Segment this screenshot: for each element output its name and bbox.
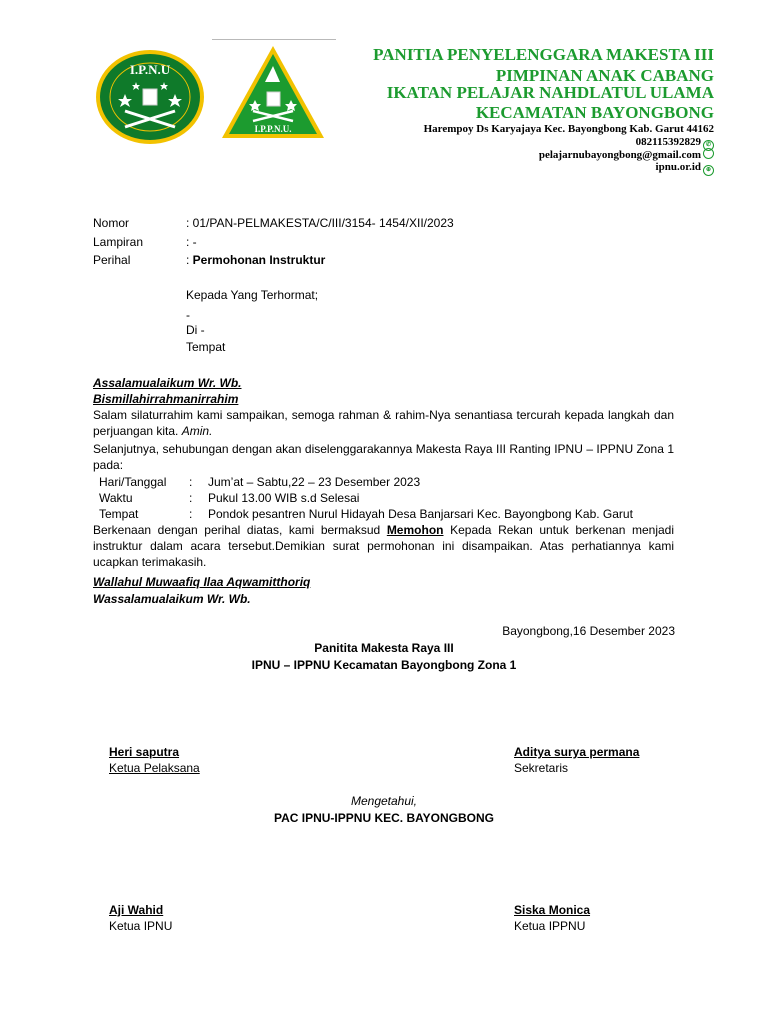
closing-salam: Wassalamualaikum Wr. Wb. (93, 592, 251, 606)
recipient-di: Di - (186, 323, 205, 337)
org-title-line-3: IKATAN PELAJAR NAHDLATUL ULAMA (386, 83, 714, 102)
signer-secretary-role: Sekretaris (514, 761, 569, 775)
signer-ippnu-role: Ketua IPPNU (514, 919, 586, 933)
org-address: Harempoy Ds Karyajaya Kec. Bayongbong Kab. Garut 44162 (423, 123, 714, 135)
paragraph-3-text-a: Berkenaan dengan perihal diatas, kami bermaksud (93, 523, 387, 537)
detail-colon-time: : (189, 491, 193, 505)
closing-wallahul: Wallahul Muwaafiq Ilaa Aqwamitthoriq (93, 575, 311, 589)
ippnu-logo-label: I.P.P.N.U. (254, 124, 292, 134)
recipient-greeting: Kepada Yang Terhormat; (186, 288, 319, 302)
org-website: ipnu.or.id (655, 161, 701, 173)
paragraph-1 (93, 407, 674, 439)
perihal-row (186, 252, 325, 268)
detail-value-time: Pukul 13.00 WIB s.d Selesai (208, 491, 360, 505)
signer-secretary-name: Aditya surya permana (514, 745, 640, 759)
org-title-line-4: KECAMATAN BAYONGBONG (475, 103, 714, 122)
perihal-colon: : (186, 253, 193, 267)
signer-ipnu-name: Aji Wahid (109, 903, 164, 917)
phone-icon: ✆ (703, 140, 714, 151)
org-title-line-1: PANITIA PENYELENGGARA MAKESTA III (373, 45, 714, 64)
salam-opening: Assalamualaikum Wr. Wb. (93, 376, 242, 390)
committee-title: Panitita Makesta Raya III (314, 641, 454, 655)
paragraph-3 (93, 522, 674, 570)
signer-chair-role: Ketua Pelaksana (109, 761, 200, 775)
header-rule (212, 39, 336, 40)
detail-label-date: Hari/Tanggal (99, 475, 167, 489)
detail-value-place: Pondok pesantren Nurul Hidayah Desa Banjarsari Kec. Bayongbong Kab. Garut (208, 507, 633, 521)
signer-chair-name: Heri saputra (109, 745, 180, 759)
paragraph-1-text: Salam silaturrahim kami sampaikan, semoga rahman & rahim-Nya senantiasa tercurah kepada langkah dan perjuangan kita. (93, 408, 674, 438)
committee-subtitle: IPNU – IPPNU Kecamatan Bayongbong Zona 1 (251, 658, 517, 672)
nomor-label: Nomor (93, 216, 130, 230)
org-email-row (539, 148, 714, 161)
detail-label-place: Tempat (99, 507, 139, 521)
org-title-line-2: PIMPINAN ANAK CABANG (495, 66, 714, 85)
paragraph-3-memohon: Memohon (386, 523, 444, 537)
acknowledgement-label: Mengetahui, (350, 794, 418, 808)
org-phone: 082115392829 (635, 136, 701, 148)
lampiran-label: Lampiran (93, 235, 144, 249)
perihal-label: Perihal (93, 253, 131, 267)
basmalah: Bismillahirrahmanirrahim (93, 392, 239, 406)
pac-title: PAC IPNU-IPPNU KEC. BAYONGBONG (273, 811, 495, 825)
detail-label-time: Waktu (99, 491, 133, 505)
perihal-value: Permohonan Instruktur (192, 253, 326, 267)
paragraph-2: Selanjutnya, sehubungan dengan akan diselenggarakannya Makesta Raya III Ranting IPNU – IPPNU Zona 1 pada: (93, 442, 674, 472)
signer-ippnu-name: Siska Monica (514, 903, 591, 917)
org-website-row (656, 161, 714, 176)
recipient-place: Tempat (186, 340, 226, 354)
paragraph-3-text-b: Kepada Rekan untuk berkenan menjadi instruktur dalam acara tersebut.Demikian surat permohonan ini disampaikan. Atas perhatiannya kami ucapkan terimakasih. (93, 523, 674, 569)
signer-ipnu-role: Ketua IPNU (109, 919, 173, 933)
paragraph-1-amin: Amin. (181, 424, 213, 438)
ipnu-logo (95, 49, 205, 145)
ipnu-logo-label: I.P.N.U (129, 62, 171, 77)
detail-colon-place: : (189, 507, 193, 521)
org-email: pelajarnubayongbong@gmail.com (538, 149, 701, 161)
letter-date: Bayongbong,16 Desember 2023 (502, 624, 675, 638)
lampiran-value: : - (186, 235, 197, 249)
email-icon (703, 148, 714, 159)
globe-icon: ⊕ (703, 165, 714, 176)
nomor-value: : 01/PAN-PELMAKESTA/C/III/3154- 1454/XII/2023 (186, 216, 454, 230)
recipient-name: - (186, 308, 190, 322)
detail-colon-date: : (189, 475, 193, 489)
ippnu-logo (220, 44, 326, 140)
detail-value-date: Jum’at – Sabtu,22 – 23 Desember 2023 (208, 475, 421, 489)
